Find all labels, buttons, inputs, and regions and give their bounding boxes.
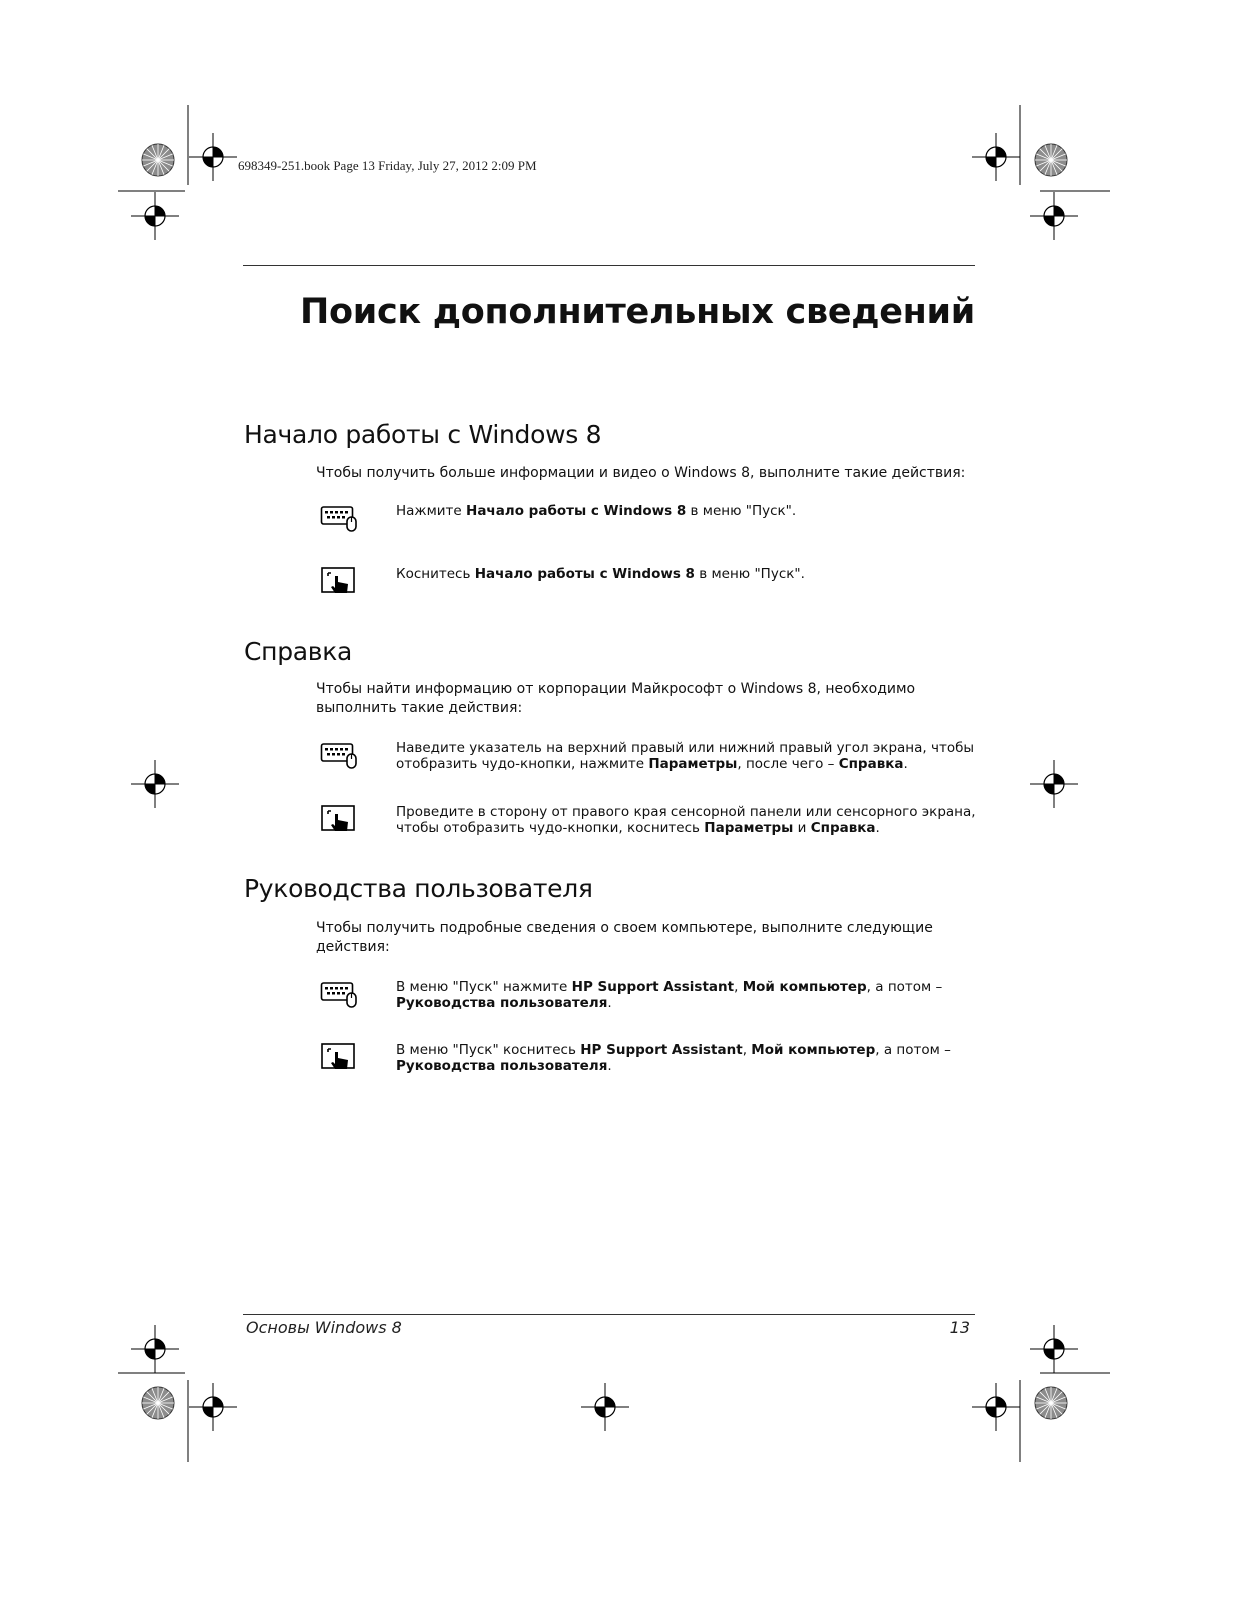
bold-term: Мой компьютер xyxy=(751,1042,876,1058)
section-intro-user-guides: Чтобы получить подробные сведения о своем компьютере, выполните следующие действия: xyxy=(316,920,933,955)
keyboard-mouse-icon xyxy=(320,503,360,535)
print-job-header: 698349-251.book Page 13 Friday, July 27, 2012 2:09 PM xyxy=(238,158,537,173)
step-text xyxy=(396,1042,976,1074)
bold-term: Параметры xyxy=(704,820,794,836)
instruction-text: В меню "Пуск" нажмите xyxy=(396,979,572,995)
instruction-text: Проведите в сторону от правого края сенсорной панели или сенсорного экрана, чтобы отобразить чудо-кнопки, коснитесь xyxy=(396,804,976,836)
footer-title: Основы Windows 8 xyxy=(246,1318,402,1337)
instruction-text: . xyxy=(607,1058,612,1074)
instruction-text: , после чего – xyxy=(737,756,839,772)
step-text xyxy=(396,979,976,1011)
instruction-text: . xyxy=(875,820,880,836)
instruction-text: и xyxy=(793,820,811,836)
step-text xyxy=(396,804,976,836)
bold-term: Руководства пользователя xyxy=(396,1058,608,1074)
section-heading-user-guides: Руководства пользователя xyxy=(244,874,593,903)
bold-term: Начало работы с Windows 8 xyxy=(474,566,695,582)
bold-term: HP Support Assistant xyxy=(571,979,735,995)
instruction-text: Нажмите xyxy=(396,503,467,519)
bold-term: Параметры xyxy=(648,756,738,772)
section-intro-getting-started: Чтобы получить больше информации и видео о Windows 8, выполните такие действия: xyxy=(316,465,966,481)
instruction-text: , а потом – xyxy=(866,979,943,995)
keyboard-mouse-icon xyxy=(320,979,360,1011)
step-text xyxy=(396,566,976,582)
section-intro-help: Чтобы найти информацию от корпорации Майкрософт о Windows 8, необходимо выполнить такие действия: xyxy=(316,681,916,716)
bold-term: Справка xyxy=(810,820,876,836)
section-heading-getting-started: Начало работы с Windows 8 xyxy=(244,420,602,449)
touch-gesture-icon xyxy=(320,1042,360,1074)
header-rule xyxy=(243,265,975,266)
instruction-text: В меню "Пуск" коснитесь xyxy=(396,1042,581,1058)
page-number: 13 xyxy=(949,1318,970,1337)
step-text xyxy=(396,503,976,519)
touch-gesture-icon xyxy=(320,566,360,598)
instruction-text: в меню "Пуск". xyxy=(694,566,805,582)
bold-term: Руководства пользователя xyxy=(396,995,608,1011)
instruction-text: . xyxy=(607,995,612,1011)
bold-term: Мой компьютер xyxy=(742,979,867,995)
instruction-text: Наведите указатель на верхний правый или нижний правый угол экрана, чтобы отобразить чудо-кнопки, нажмите xyxy=(396,740,975,772)
section-heading-help: Справка xyxy=(244,637,353,666)
instruction-text: , а потом – xyxy=(875,1042,951,1058)
bold-term: HP Support Assistant xyxy=(580,1042,743,1058)
instruction-text: Коснитесь xyxy=(396,566,475,582)
instruction-text: , xyxy=(742,1042,752,1058)
step-text xyxy=(396,740,976,772)
keyboard-mouse-icon xyxy=(320,740,360,772)
bold-term: Начало работы с Windows 8 xyxy=(466,503,687,519)
instruction-text: в меню "Пуск". xyxy=(686,503,797,519)
instruction-text: . xyxy=(903,756,908,772)
page-title: Поиск дополнительных сведений xyxy=(300,292,975,332)
instruction-text: , xyxy=(734,979,743,995)
footer-rule xyxy=(243,1314,975,1315)
bold-term: Справка xyxy=(838,756,904,772)
touch-gesture-icon xyxy=(320,804,360,836)
